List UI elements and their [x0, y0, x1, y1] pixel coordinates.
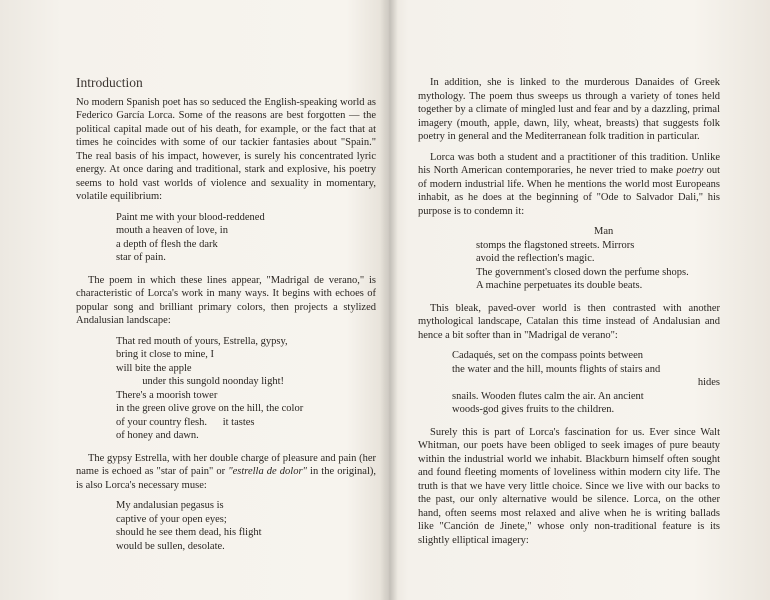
verse-line: should he see them dead, his flight [116, 527, 262, 538]
paragraph: Surely this is part of Lorca's fascination for us. Ever since Walt Whitman, our poets have been obliged to seek images of pure beauty within the industrial world we inhabit. Blackburn himself often sought and found fleeting moments of loveliness within modern city life. The truth is that we have very little choice. Since we live with our backs to the past, our only alternative would be silence. Lorca, on the other hand, often seems most relaxed and alive when he is writing ballads like "Canción de Jinete," whose only non-traditional feature is its slightly elliptical imagery: [418, 426, 720, 546]
verse-line: There's a moorish tower [116, 389, 218, 401]
italic-text: "estrella de dolor" [228, 466, 307, 477]
verse-line: under this sungold noonday light! [116, 376, 284, 387]
verse-line: of your country flesh. it tastes [116, 416, 255, 428]
paragraph: The poem in which these lines appear, "Madrigal de verano," is characteristic of Lorca's work in many ways. It begins with echoes of popular song and brilliant primary colors, then projects a stylized Andalusian landscape: [76, 274, 376, 326]
verse-line: would be sullen, desolate. [116, 540, 225, 552]
verse-line: bring it close to mine, I [116, 349, 214, 360]
verse-line: captive of your open eyes; [116, 513, 227, 525]
verse-line: hides [697, 377, 720, 388]
verse-block [476, 225, 720, 293]
verse-line: The government's closed down the perfume shops. [476, 266, 689, 278]
verse-line: will bite the apple [116, 362, 192, 374]
italic-text: poetry [676, 165, 704, 176]
paragraph-text: in the original), is also Lorca's necessary muse: [76, 466, 376, 491]
paragraph: No modern Spanish poet has so seduced the English-speaking world as Federico García Lorca. Some of the reasons are best forgotten — the political capital made out of his death, for example, or the fact that at times he coincides with some of our tackier fantasies about "Spain." The real basis of his impact, however, is surely his concentrated lyric energy. At once daring and traditional, stark and explosive, his poetry seems to hold vast worlds of violence and sexuality in momentary, volatile equilibrium: [76, 96, 376, 202]
verse-line: snails. Wooden flutes calm the air. An ancient [452, 390, 644, 402]
paragraph: In addition, she is linked to the murderous Danaides of Greek mythology. The poem thus sweeps us through a variety of tones held together by a climate of mingled lust and fear and by a dazzling, primal imagery (mouth, apple, dawn, lily, wheat, breasts) that suggests folk poetry in general and the Mediterranean folk tradition in particular. [418, 77, 720, 142]
verse-line: A machine perpetuates its double beats. [476, 280, 643, 291]
right-page [418, 76, 720, 554]
verse-line: in the green olive grove on the hill, the color [116, 403, 304, 414]
book-gutter [380, 0, 398, 600]
verse-line: mouth a heaven of love, in [116, 225, 228, 236]
verse-line: Cadaqués, set on the compass points between [452, 350, 643, 361]
verse-line: the water and the hill, mounts flights of stairs and [452, 363, 661, 375]
verse-line: stomps the flagstoned streets. Mirrors [476, 239, 635, 251]
verse-block [116, 499, 376, 553]
verse-line: a depth of flesh the dark [116, 238, 218, 250]
paragraph: This bleak, paved-over world is then contrasted with another mythological landscape, Catalan this time instead of Andalusian and hence a bit softer than in "Madrigal de verano": [418, 302, 720, 341]
verse-line: That red mouth of yours, Estrella, gypsy, [116, 335, 288, 347]
verse-line: woods-god gives fruits to the children. [452, 404, 615, 415]
left-page [76, 76, 376, 562]
verse-line: Man [594, 226, 614, 237]
verse-line: avoid the reflection's magic. [476, 253, 595, 264]
paragraph [418, 151, 720, 219]
paragraph-text: out of modern industrial life. When he mentions the world most Europeans inhabit, as he does at the beginning of "Ode to Salvador Dali," his purpose is to condemn it: [418, 165, 720, 217]
paragraph [76, 452, 376, 493]
verse-line: of honey and dawn. [116, 430, 199, 441]
verse-block [116, 335, 376, 443]
verse-block [116, 211, 376, 265]
paragraph-text: The gypsy Estrella, with her double charge of pleasure and pain (her name is echoed as "star of pain" or [76, 452, 376, 477]
verse-line: Paint me with your blood-reddened [116, 211, 265, 223]
verse-line: star of pain. [116, 252, 166, 263]
paragraph-text: Lorca was both a student and a practitioner of this tradition. Unlike his North American contemporaries, he never tried to make [418, 151, 720, 176]
verse-block [452, 349, 720, 417]
verse-line: My andalusian pegasus is [116, 500, 224, 511]
chapter-heading: Introduction [76, 75, 143, 90]
